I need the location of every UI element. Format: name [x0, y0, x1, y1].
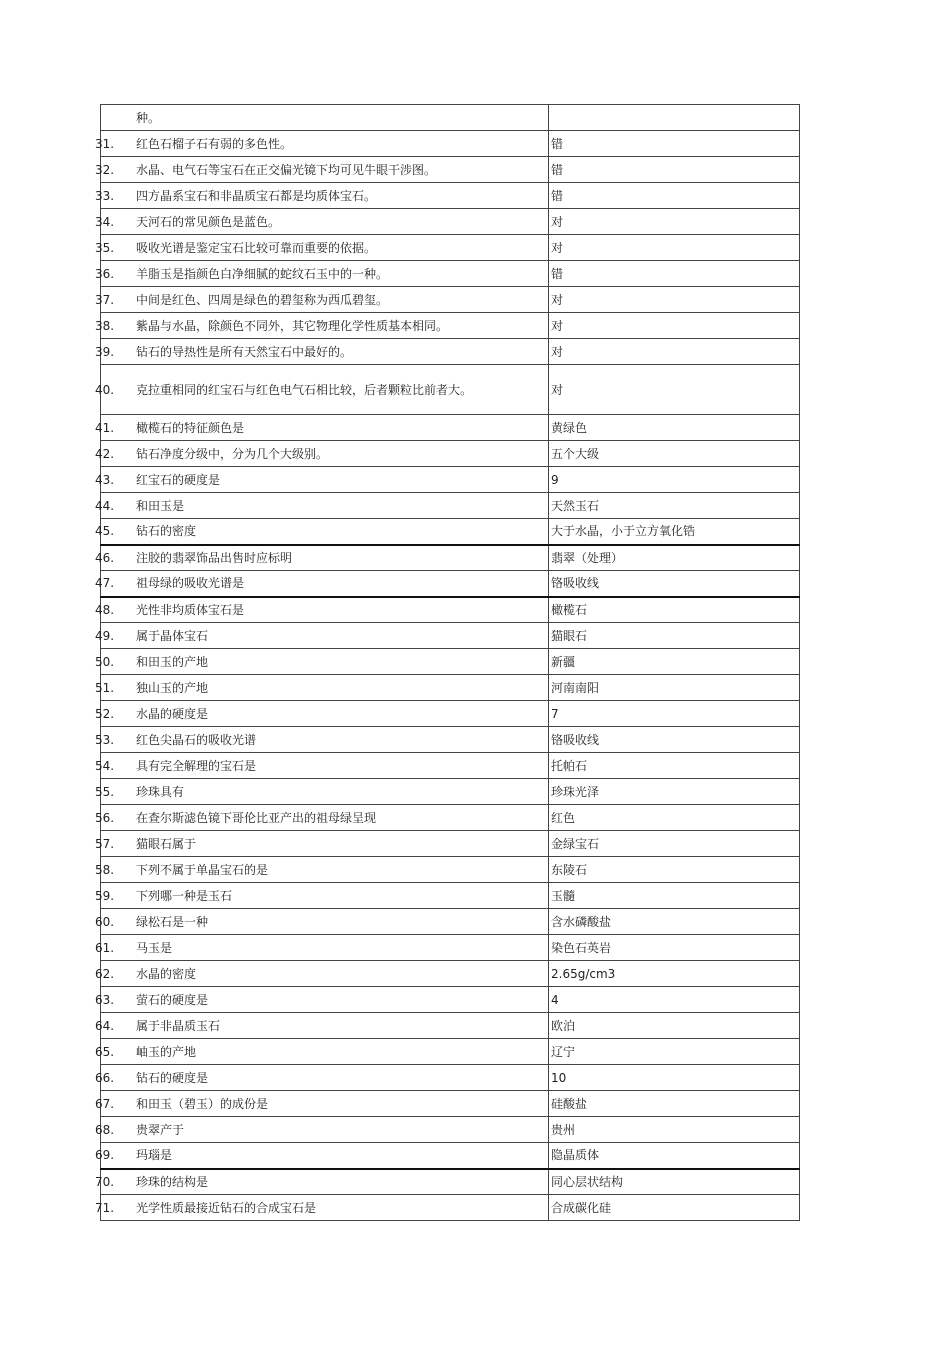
question-number: [95, 1143, 135, 1168]
question-number-text: 36.: [95, 266, 115, 281]
table-row: [101, 831, 800, 857]
question-cell: [95, 961, 549, 987]
table-row: [101, 727, 800, 753]
answer-cell: [549, 1091, 800, 1117]
table-row: [101, 467, 800, 493]
answer-text: 染色石英岩: [551, 940, 612, 955]
answer-cell: [549, 467, 800, 493]
answer-text: 10: [551, 1070, 567, 1085]
question-cell: [95, 1169, 549, 1195]
table-row: [101, 1169, 800, 1195]
question-cell: [95, 1039, 549, 1065]
question-number-text: 47.: [95, 576, 115, 591]
answer-cell: [549, 131, 800, 157]
question-text: 红色尖晶石的吸收光谱: [136, 732, 257, 747]
question-number: [95, 1039, 135, 1064]
question-number: [95, 131, 135, 156]
question-cell: [95, 131, 549, 157]
question-number: [95, 598, 135, 623]
question-number: [95, 493, 135, 518]
answer-cell: [549, 701, 800, 727]
question-text: 四方晶系宝石和非晶质宝石都是均质体宝石。: [136, 188, 377, 203]
answer-text: 对: [551, 214, 564, 229]
question-text: 珍珠的结构是: [136, 1174, 209, 1189]
answer-cell: [549, 235, 800, 261]
table-row: [101, 1065, 800, 1091]
question-cell: [95, 365, 549, 415]
question-number-text: 40.: [95, 382, 115, 397]
question-cell: [95, 753, 549, 779]
question-text: 玛瑙是: [136, 1148, 173, 1163]
question-cell: [95, 1117, 549, 1143]
question-number-text: 64.: [95, 1018, 115, 1033]
answer-cell: [549, 753, 800, 779]
answer-text: 7: [551, 706, 559, 721]
table-row: [101, 935, 800, 961]
question-number-text: 69.: [95, 1148, 115, 1163]
question-text: 和田玉的产地: [136, 654, 209, 669]
answer-cell: [549, 365, 800, 415]
question-number-text: 49.: [95, 628, 115, 643]
table-row: [101, 1039, 800, 1065]
answer-text: 贵州: [551, 1122, 576, 1137]
table-row: [101, 1143, 800, 1169]
question-text: 钻石的密度: [136, 524, 197, 539]
question-number: [95, 753, 135, 778]
question-number: [95, 1065, 135, 1090]
question-cell: [95, 183, 549, 209]
question-text: 具有完全解理的宝石是: [136, 758, 257, 773]
answer-cell: [549, 157, 800, 183]
table-row: [101, 701, 800, 727]
table-row: [101, 571, 800, 597]
question-cell: [95, 287, 549, 313]
question-text: 在查尔斯滤色镜下哥伦比亚产出的祖母绿呈现: [136, 810, 377, 825]
answer-text: 对: [551, 292, 564, 307]
table-row: [101, 1013, 800, 1039]
table-row: [101, 1117, 800, 1143]
answer-text: 橄榄石: [551, 602, 588, 617]
answer-text: 错: [551, 188, 564, 203]
qa-table: [95, 104, 800, 1221]
question-number-text: 38.: [95, 318, 115, 333]
question-number-text: 71.: [95, 1200, 115, 1215]
answer-cell: [549, 883, 800, 909]
question-cell: [95, 1091, 549, 1117]
table-row: [101, 365, 800, 415]
question-number: [95, 987, 135, 1012]
question-cell: [95, 935, 549, 961]
answer-text: 河南南阳: [551, 680, 600, 695]
question-text: 属于晶体宝石: [136, 628, 209, 643]
question-cell: [101, 105, 549, 131]
question-text: 属于非晶质玉石: [136, 1018, 221, 1033]
question-number: [95, 831, 135, 856]
question-text: 贵翠产于: [136, 1122, 185, 1137]
question-text: 水晶、电气石等宝石在正交偏光镜下均可见牛眼干涉图。: [136, 162, 437, 177]
question-number-text: 37.: [95, 292, 115, 307]
question-text: 岫玉的产地: [136, 1044, 197, 1059]
question-number: [95, 313, 135, 338]
question-text: 独山玉的产地: [136, 680, 209, 695]
question-cell: [95, 415, 549, 441]
question-text: 橄榄石的特征颜色是: [136, 420, 245, 435]
question-cell: [95, 235, 549, 261]
answer-text: 含水磷酸盐: [551, 914, 612, 929]
answer-text: 红色: [551, 810, 576, 825]
question-number: [101, 105, 135, 130]
question-number-text: 59.: [95, 888, 115, 903]
question-text: 吸收光谱是鉴定宝石比较可靠而重要的依据。: [136, 240, 377, 255]
question-number-text: 56.: [95, 810, 115, 825]
question-text: 萤石的硬度是: [136, 992, 209, 1007]
question-number: [95, 261, 135, 286]
question-number: [95, 235, 135, 260]
answer-text: 4: [551, 992, 559, 1007]
question-number: [95, 649, 135, 674]
table-row: [101, 415, 800, 441]
question-cell: [95, 467, 549, 493]
answer-cell: [549, 209, 800, 235]
table-row: [101, 909, 800, 935]
question-number-text: 32.: [95, 162, 115, 177]
answer-text: 东陵石: [551, 862, 588, 877]
answer-text: 金绿宝石: [551, 836, 600, 851]
answer-text: 黄绿色: [551, 420, 588, 435]
answer-cell: [549, 805, 800, 831]
table-row: [101, 961, 800, 987]
answer-cell: [549, 597, 800, 623]
question-cell: [95, 571, 549, 597]
question-number-text: 63.: [95, 992, 115, 1007]
question-cell: [95, 209, 549, 235]
question-number: [95, 1117, 135, 1142]
answer-text: 错: [551, 266, 564, 281]
answer-text: 珍珠光泽: [551, 784, 600, 799]
answer-text: 新疆: [551, 654, 576, 669]
answer-text: 大于水晶，小于立方氧化锆: [551, 524, 696, 539]
question-text: 光性非均质体宝石是: [136, 602, 245, 617]
question-text: 注胶的翡翠饰品出售时应标明: [136, 550, 293, 565]
question-number: [95, 339, 135, 364]
question-number-text: 46.: [95, 550, 115, 565]
answer-text: 错: [551, 136, 564, 151]
question-number: [95, 1013, 135, 1038]
table-row: [101, 883, 800, 909]
answer-cell: [549, 675, 800, 701]
question-number: [95, 546, 135, 571]
question-number: [95, 1170, 135, 1195]
answer-cell: [549, 649, 800, 675]
answer-cell: [549, 1065, 800, 1091]
table-row: [101, 287, 800, 313]
question-number-text: 39.: [95, 344, 115, 359]
table-row: [101, 779, 800, 805]
question-sheet: [95, 104, 762, 1221]
question-text: 红色石榴子石有弱的多色性。: [136, 136, 293, 151]
question-cell: [95, 313, 549, 339]
question-number-text: 68.: [95, 1122, 115, 1137]
question-number-text: 51.: [95, 680, 115, 695]
question-text: 马玉是: [136, 940, 173, 955]
table-row: [101, 493, 800, 519]
question-text: 水晶的硬度是: [136, 706, 209, 721]
table-row: [101, 753, 800, 779]
answer-cell: [549, 519, 800, 545]
question-text: 中间是红色、四周是绿色的碧玺称为西瓜碧玺。: [136, 292, 389, 307]
question-text: 种。: [136, 110, 161, 125]
question-cell: [95, 675, 549, 701]
question-number: [95, 519, 135, 544]
answer-text: 天然玉石: [551, 498, 600, 513]
answer-text: 欧泊: [551, 1018, 576, 1033]
answer-text: 同心层状结构: [551, 1174, 624, 1189]
question-number-text: 55.: [95, 784, 115, 799]
table-row: [101, 339, 800, 365]
question-text: 钻石的导热性是所有天然宝石中最好的。: [136, 344, 353, 359]
question-text: 天河石的常见颜色是蓝色。: [136, 214, 281, 229]
question-text: 光学性质最接近钻石的合成宝石是: [136, 1200, 317, 1215]
table-row: [101, 261, 800, 287]
question-text: 绿松石是一种: [136, 914, 209, 929]
question-text: 羊脂玉是指颜色白净细腻的蛇纹石玉中的一种。: [136, 266, 389, 281]
question-text: 珍珠具有: [136, 784, 185, 799]
question-number-text: 48.: [95, 602, 115, 617]
question-number: [95, 935, 135, 960]
question-cell: [95, 493, 549, 519]
question-number: [95, 857, 135, 882]
question-number: [95, 675, 135, 700]
question-number-text: 58.: [95, 862, 115, 877]
answer-cell: [549, 1169, 800, 1195]
question-cell: [95, 727, 549, 753]
question-text: 祖母绿的吸收光谱是: [136, 576, 245, 591]
table-row: [101, 131, 800, 157]
answer-text: 辽宁: [551, 1044, 576, 1059]
question-text: 和田玉是: [136, 498, 185, 513]
answer-text: 对: [551, 382, 564, 397]
answer-text: 2.65g/cm3: [551, 966, 616, 981]
question-text: 和田玉（碧玉）的成份是: [136, 1096, 269, 1111]
table-row: [101, 623, 800, 649]
question-cell: [95, 519, 549, 545]
question-cell: [95, 597, 549, 623]
question-number: [95, 287, 135, 312]
question-number-text: 53.: [95, 732, 115, 747]
answer-text: 对: [551, 318, 564, 333]
question-number-text: 54.: [95, 758, 115, 773]
answer-cell: [549, 987, 800, 1013]
table-row: [101, 157, 800, 183]
question-number-text: 50.: [95, 654, 115, 669]
question-number-text: 57.: [95, 836, 115, 851]
answer-text: 对: [551, 240, 564, 255]
answer-cell: [549, 415, 800, 441]
question-number: [95, 209, 135, 234]
question-number-text: 35.: [95, 240, 115, 255]
table-row: [101, 183, 800, 209]
question-number: [95, 623, 135, 648]
table-row: [101, 313, 800, 339]
question-cell: [95, 831, 549, 857]
answer-cell: [549, 339, 800, 365]
table-row: [101, 105, 800, 131]
question-number-text: 44.: [95, 498, 115, 513]
table-row: [101, 805, 800, 831]
table-row: [101, 597, 800, 623]
question-cell: [95, 987, 549, 1013]
question-text: 紫晶与水晶，除颜色不同外，其它物理化学性质基本相同。: [136, 318, 449, 333]
answer-cell: [549, 287, 800, 313]
answer-text: 猫眼石: [551, 628, 588, 643]
answer-text: 五个大级: [551, 446, 600, 461]
question-number-text: 42.: [95, 446, 115, 461]
question-cell: [95, 805, 549, 831]
question-number: [95, 157, 135, 182]
table-row: [101, 545, 800, 571]
question-number: [95, 571, 135, 596]
question-cell: [95, 261, 549, 287]
question-number-text: 67.: [95, 1096, 115, 1111]
answer-cell: [549, 183, 800, 209]
question-cell: [95, 339, 549, 365]
answer-cell: [549, 545, 800, 571]
question-number: [95, 701, 135, 726]
answer-cell: [549, 831, 800, 857]
question-number: [95, 365, 135, 414]
table-row: [101, 1195, 800, 1221]
question-cell: [95, 441, 549, 467]
answer-cell: [549, 571, 800, 597]
question-text: 下列不属于单晶宝石的是: [136, 862, 269, 877]
answer-text: 玉髓: [551, 888, 576, 903]
question-cell: [95, 1013, 549, 1039]
table-row: [101, 649, 800, 675]
question-number-text: 70.: [95, 1174, 115, 1189]
answer-text: 硅酸盐: [551, 1096, 588, 1111]
question-number-text: 52.: [95, 706, 115, 721]
question-cell: [95, 649, 549, 675]
answer-cell: [549, 1039, 800, 1065]
answer-cell: [549, 1013, 800, 1039]
question-number: [95, 441, 135, 466]
question-cell: [95, 909, 549, 935]
answer-text: 错: [551, 162, 564, 177]
question-number-text: 62.: [95, 966, 115, 981]
answer-cell: [549, 1117, 800, 1143]
answer-cell: [549, 493, 800, 519]
answer-cell: [549, 1195, 800, 1221]
answer-cell: [549, 313, 800, 339]
qa-table-body: [95, 105, 800, 1221]
question-number-text: 66.: [95, 1070, 115, 1085]
answer-text: 对: [551, 344, 564, 359]
question-number: [95, 1195, 135, 1220]
question-cell: [95, 157, 549, 183]
answer-cell: [549, 961, 800, 987]
answer-text: 隐晶质体: [551, 1148, 600, 1163]
question-text: 猫眼石属于: [136, 836, 197, 851]
table-row: [101, 675, 800, 701]
question-number-text: 45.: [95, 524, 115, 539]
question-text: 克拉重相同的红宝石与红色电气石相比较，后者颗粒比前者大。: [136, 382, 473, 397]
table-row: [101, 441, 800, 467]
question-number-text: 31.: [95, 136, 115, 151]
table-row: [101, 209, 800, 235]
answer-cell: [549, 909, 800, 935]
question-number: [95, 415, 135, 440]
question-text: 水晶的密度: [136, 966, 197, 981]
answer-cell: [549, 623, 800, 649]
question-text: 钻石净度分级中，分为几个大级别。: [136, 446, 329, 461]
answer-cell: [549, 105, 800, 131]
answer-text: 翡翠（处理）: [551, 550, 624, 565]
question-number: [95, 467, 135, 492]
question-number-text: 33.: [95, 188, 115, 203]
table-row: [101, 857, 800, 883]
question-number: [95, 1091, 135, 1116]
question-number: [95, 961, 135, 986]
question-number-text: 34.: [95, 214, 115, 229]
question-cell: [95, 1195, 549, 1221]
table-row: [101, 1091, 800, 1117]
question-number: [95, 883, 135, 908]
question-number: [95, 779, 135, 804]
answer-cell: [549, 779, 800, 805]
question-number-text: 61.: [95, 940, 115, 955]
question-cell: [95, 623, 549, 649]
question-number: [95, 909, 135, 934]
question-number-text: 41.: [95, 420, 115, 435]
table-row: [101, 519, 800, 545]
question-number-text: 60.: [95, 914, 115, 929]
answer-cell: [549, 727, 800, 753]
question-number: [95, 727, 135, 752]
question-number: [95, 183, 135, 208]
question-number: [95, 805, 135, 830]
answer-cell: [549, 935, 800, 961]
question-cell: [95, 1065, 549, 1091]
question-cell: [95, 779, 549, 805]
question-number-text: 43.: [95, 472, 115, 487]
question-cell: [95, 857, 549, 883]
answer-cell: [549, 441, 800, 467]
answer-text: 托帕石: [551, 758, 588, 773]
answer-cell: [549, 857, 800, 883]
answer-cell: [549, 261, 800, 287]
question-cell: [95, 883, 549, 909]
question-number-text: 65.: [95, 1044, 115, 1059]
answer-text: 铬吸收线: [551, 732, 600, 747]
question-text: 红宝石的硬度是: [136, 472, 221, 487]
table-row: [101, 235, 800, 261]
answer-text: 合成碳化硅: [551, 1200, 612, 1215]
table-row: [101, 987, 800, 1013]
answer-cell: [549, 1143, 800, 1169]
question-text: 下列哪一种是玉石: [136, 888, 233, 903]
question-cell: [95, 701, 549, 727]
question-text: 钻石的硬度是: [136, 1070, 209, 1085]
answer-text: 9: [551, 472, 559, 487]
question-cell: [95, 1143, 549, 1169]
question-cell: [95, 545, 549, 571]
answer-text: 铬吸收线: [551, 576, 600, 591]
